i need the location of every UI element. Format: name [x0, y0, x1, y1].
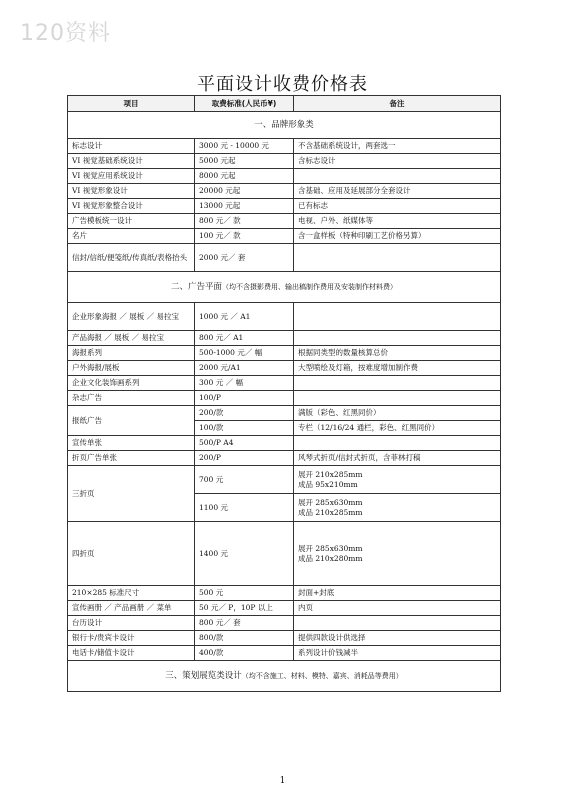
cell-price: 13000 元起	[195, 199, 294, 214]
cell-price: 500 元	[195, 586, 294, 601]
section-title-text: 一、品牌形象类	[254, 120, 314, 130]
cell-price: 800/款	[195, 631, 294, 646]
cell-item: VI 视觉形象设计	[68, 184, 195, 199]
cell-item: 报纸广告	[68, 406, 195, 436]
cell-note	[294, 616, 501, 631]
section-title-text: 三、策划展览类设计	[165, 671, 242, 681]
section-note: （均不含摄影费用、输出稿制作费用及安装制作材料费）	[222, 283, 397, 291]
cell-note: 提供四款设计供选择	[294, 631, 501, 646]
cell-item: 宣传单张	[68, 436, 195, 451]
watermark: 120资料	[20, 21, 111, 46]
cell-note: 风琴式折页/信封式折页，含菲林打稿	[294, 451, 501, 466]
table-row	[68, 466, 501, 494]
cell-item: 企业文化装饰画系列	[68, 376, 195, 391]
cell-item: 电话卡/储值卡设计	[68, 646, 195, 661]
cell-price: 2000 元/A1	[195, 361, 294, 376]
cell-price: 3000 元 - 10000 元	[195, 139, 294, 154]
table-row	[68, 139, 501, 154]
table-row	[68, 646, 501, 661]
cell-item: 信封/信纸/便笺纸/传真纸/表格抬头	[68, 244, 195, 272]
column-header-item: 项目	[68, 96, 195, 112]
cell-note: 系列设计价钱减半	[294, 646, 501, 661]
cell-price: 800 元／ 套	[195, 616, 294, 631]
cell-price: 1400 元	[195, 522, 294, 586]
cell-item: 名片	[68, 229, 195, 244]
page-title: 平面设计收费价格表	[197, 74, 368, 95]
table-row	[68, 391, 501, 406]
cell-note: 电视、户外、纸媒体等	[294, 214, 501, 229]
cell-item: 台历设计	[68, 616, 195, 631]
cell-price: 200/款	[195, 406, 294, 421]
cell-price: 400/款	[195, 646, 294, 661]
cell-price: 200/P	[195, 451, 294, 466]
cell-price: 50 元／ P，10P 以上	[195, 601, 294, 616]
cell-note	[294, 169, 501, 184]
cell-note: 专栏（12/16/24 通栏，彩色、红黑同价）	[294, 421, 501, 436]
cell-item: 企业形象海报 ／ 展板 ／ 易拉宝	[68, 303, 195, 331]
table-row	[68, 346, 501, 361]
table-row	[68, 616, 501, 631]
cell-note: 不含基础系统设计，两套选一	[294, 139, 501, 154]
cell-note: 已有标志	[294, 199, 501, 214]
table-row	[68, 586, 501, 601]
cell-note: 封面+封底	[294, 586, 501, 601]
cell-item: 三折页	[68, 466, 195, 522]
section-title	[68, 272, 501, 303]
table-row	[68, 376, 501, 391]
table-row	[68, 631, 501, 646]
cell-note: 含标志设计	[294, 154, 501, 169]
cell-note	[294, 244, 501, 272]
spec-line: 展开 285x630mm	[298, 497, 363, 507]
price-table	[67, 95, 501, 692]
cell-note	[294, 466, 501, 494]
table-header	[68, 96, 501, 112]
cell-note	[294, 436, 501, 451]
cell-note: 满版（彩色、红黑同价）	[294, 406, 501, 421]
cell-item: 银行卡/贵宾卡设计	[68, 631, 195, 646]
section-row	[68, 272, 501, 303]
cell-item: 户外海报/展板	[68, 361, 195, 376]
spec-line: 成品 210x280mm	[298, 553, 363, 563]
cell-note	[294, 303, 501, 331]
spec-line: 展开 285x630mm	[298, 543, 363, 553]
cell-price: 100/款	[195, 421, 294, 436]
cell-price: 800 元／ 款	[195, 214, 294, 229]
cell-price: 800 元／ A1	[195, 331, 294, 346]
spec-line: 成品 95x210mm	[298, 479, 358, 489]
cell-item: 海报系列	[68, 346, 195, 361]
cell-price: 700 元	[195, 466, 294, 494]
cell-note: 含基础、应用及延展部分全套设计	[294, 184, 501, 199]
section-row	[68, 661, 501, 692]
cell-note	[294, 391, 501, 406]
cell-price: 1000 元 ／ A1	[195, 303, 294, 331]
cell-item: 产品海报 ／ 展板 ／ 易拉宝	[68, 331, 195, 346]
table-row	[68, 244, 501, 272]
table-row	[68, 361, 501, 376]
cell-item: VI 视觉基础系统设计	[68, 154, 195, 169]
cell-price: 20000 元起	[195, 184, 294, 199]
column-header-price: 取费标准(人民币¥)	[195, 96, 294, 112]
cell-item: 四折页	[68, 522, 195, 586]
cell-note: 根据同类型的数量核算总价	[294, 346, 501, 361]
cell-item: 宣传画册 ／ 产品画册 ／ 菜单	[68, 601, 195, 616]
cell-price: 100 元／ 款	[195, 229, 294, 244]
cell-item: 杂志广告	[68, 391, 195, 406]
cell-note	[294, 376, 501, 391]
cell-item: VI 视觉形象整合设计	[68, 199, 195, 214]
table-row	[68, 601, 501, 616]
cell-price: 100/P	[195, 391, 294, 406]
cell-note	[294, 331, 501, 346]
cell-price: 2000 元／ 套	[195, 244, 294, 272]
cell-price: 8000 元起	[195, 169, 294, 184]
section-row	[68, 112, 501, 139]
cell-item: 广告模板统一设计	[68, 214, 195, 229]
cell-price: 500-1000 元／ 幅	[195, 346, 294, 361]
cell-price: 300 元 ／ 幅	[195, 376, 294, 391]
table-row	[68, 154, 501, 169]
table-row	[68, 169, 501, 184]
cell-note: 含一盒样板（特种印刷工艺价格另算）	[294, 229, 501, 244]
table-row	[68, 214, 501, 229]
section-note: （均不含施工、材料、模特、嘉宾、消耗品等费用）	[241, 672, 403, 680]
column-header-note: 备注	[294, 96, 501, 112]
cell-item: VI 视觉应用系统设计	[68, 169, 195, 184]
section-title-text: 二、广告平面	[170, 282, 222, 292]
table-row	[68, 451, 501, 466]
spec-line: 成品 210x285mm	[298, 507, 363, 517]
cell-item: 标志设计	[68, 139, 195, 154]
cell-item: 折页广告单张	[68, 451, 195, 466]
table-row	[68, 184, 501, 199]
cell-note: 内页	[294, 601, 501, 616]
cell-price: 5000 元起	[195, 154, 294, 169]
section-title	[68, 661, 501, 692]
cell-price: 500/P A4	[195, 436, 294, 451]
table-row	[68, 522, 501, 586]
table-row	[68, 229, 501, 244]
cell-note	[294, 522, 501, 586]
cell-note	[294, 494, 501, 522]
table-row	[68, 303, 501, 331]
page-number: 1	[279, 776, 286, 786]
section-title	[68, 112, 501, 139]
table-row	[68, 331, 501, 346]
table-row	[68, 406, 501, 421]
cell-price: 1100 元	[195, 494, 294, 522]
cell-note: 大型喷绘及灯箱，按难度增加制作费	[294, 361, 501, 376]
table-row	[68, 199, 501, 214]
table-row	[68, 436, 501, 451]
cell-item: 210×285 标准尺寸	[68, 586, 195, 601]
spec-line: 展开 210x285mm	[298, 469, 363, 479]
